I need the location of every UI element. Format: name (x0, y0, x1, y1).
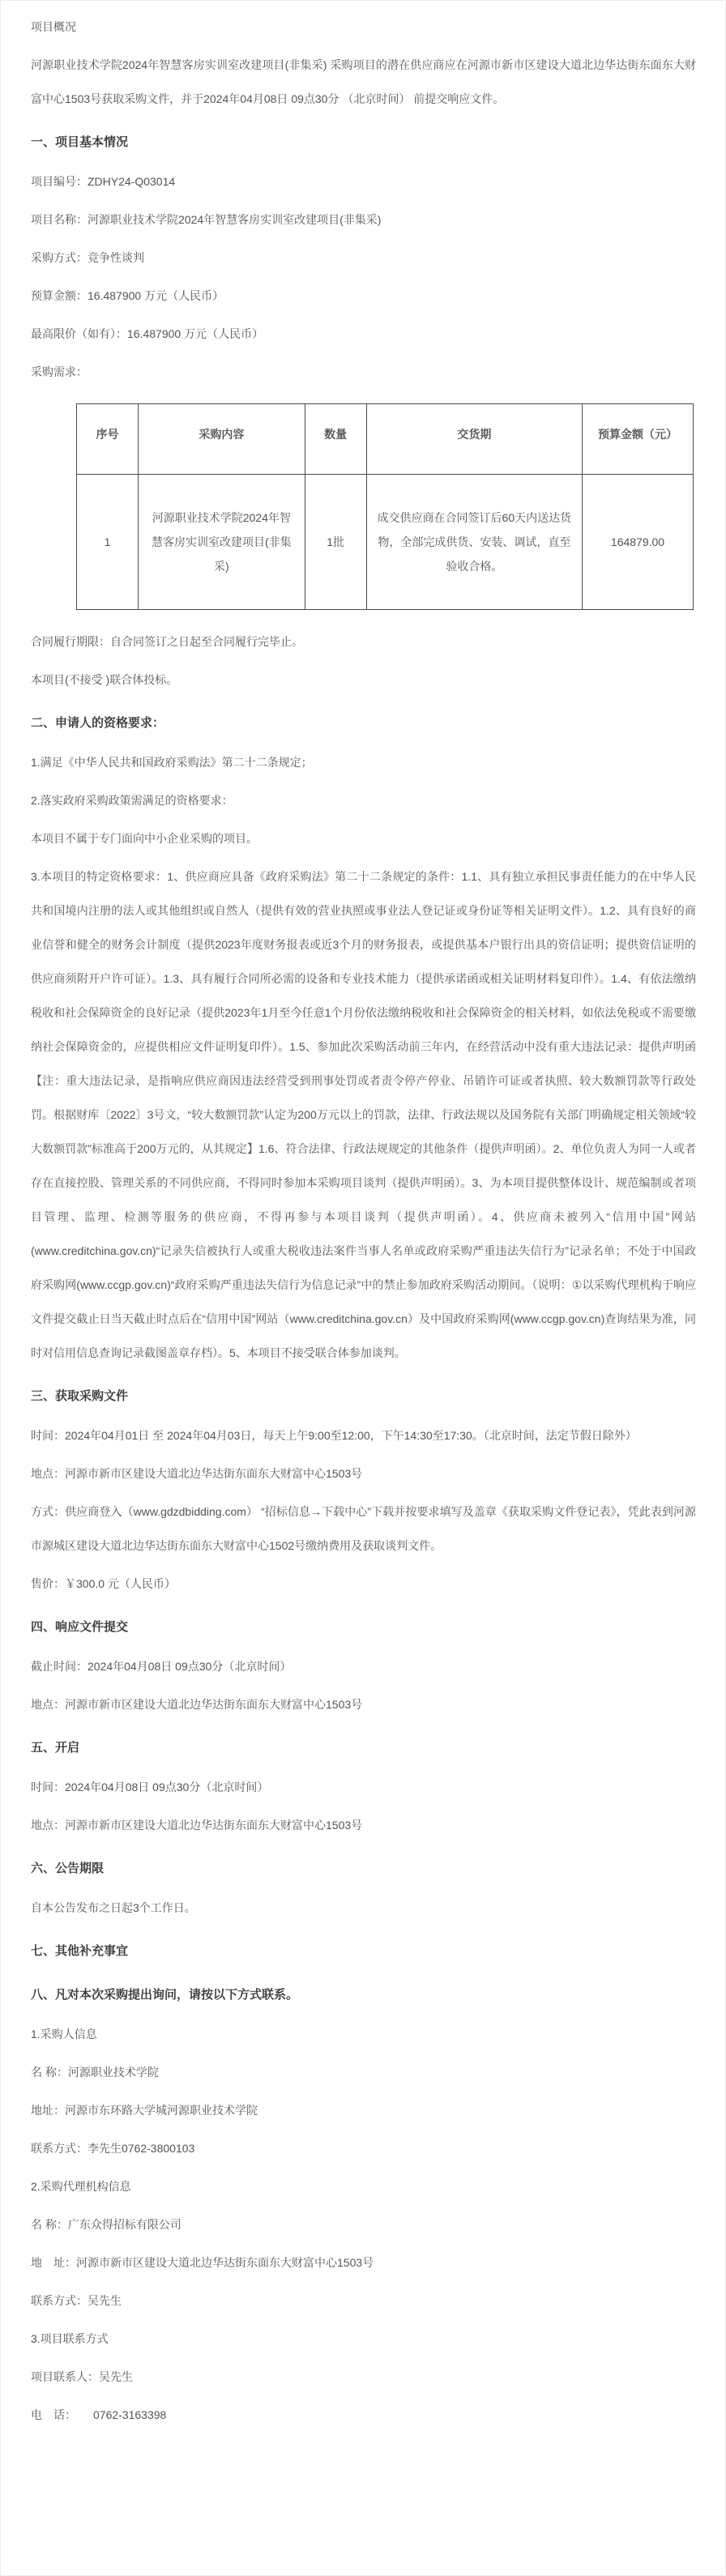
header-delivery: 交货期 (366, 404, 582, 475)
purchaser-name: 名 称：河源职业技术学院 (31, 2066, 159, 2079)
announce-period: 自本公告发布之日起3个工作日。 (31, 1901, 196, 1914)
max-price: 最高限价（如有）：16.487900 万元（人民币） (31, 327, 264, 340)
header-budget: 预算金额（元） (583, 404, 694, 475)
purchaser-info-label: 1.采购人信息 (31, 2028, 97, 2041)
overview-intro: 河源职业技术学院2024年智慧客房实训室改建项目(非集采) 采购项目的潜在供应商应在河源市新市区建设大道北边华达街东面东大财富中心1503号获取采购文件，并于2024年04月08日 09点30分 （北京时间） 前提交响应文件。 (31, 58, 696, 105)
obtain-price: 售价：￥300.0 元（人民币） (31, 1577, 176, 1590)
cell-seq: 1 (77, 475, 139, 610)
obtain-time: 时间：2024年04月01日 至 2024年04月03日，每天上午9:00至12:00，下午14:30至17:30。（北京时间，法定节假日除外） (31, 1429, 637, 1442)
demand-label: 采购需求： (31, 365, 88, 378)
section-open-heading: 五、开启 (31, 1741, 80, 1755)
section-basic-heading: 一、项目基本情况 (31, 135, 129, 149)
agency-info-label: 2.采购代理机构信息 (31, 2180, 131, 2193)
qualification-item-3: 3.本项目的特定资格要求：1、供应商应具备《政府采购法》第二十二条规定的条件：1.1、具有独立承担民事责任能力的在中华人民共和国境内注册的法人或其他组织或自然人（提供有效的营业执照或事业法人登记证或身份证等相关证明文件）。1.2、具有良好的商业信誉和健全的财务会计制度（提供2023年度财务报表或近3个月的财务报表，或提供基本户银行出具的资信证明；提供资信证明的供应商须附开户许可证）。1.3、具有履行合同所必需的设备和专业技术能力（提供承诺函或相关证明材料复印件）。1.4、有依法缴纳税收和社会保障资金的良好记录（提供2023年1月至今任意1个月份依法缴纳税收和社会保障资金的相关材料，如依法免税或不需要缴纳社会保障资金的，应提供相应文件证明复印件）。1.5、参加此次采购活动前三年内，在经营活动中没有重大违法记录：提供声明函【注：重大违法记录，是指响应供应商因违法经营受到刑事处罚或者责令停产停业、吊销许可证或者执照、较大数额罚款等行政处罚。根据财库〔2022〕3号文，“较大数额罚款”认定为200万元以上的罚款，法律、行政法规以及国务院有关部门明确规定相关领域“较大数额罚款”标准高于200万元的，从其规定】1.6、符合法律、行政法规规定的其他条件（提供声明函）。2、单位负责人为同一人或者存在直接控股、管理关系的不同供应商，不得同时参加本采购项目谈判（提供声明函）。3、为本项目提供整体设计、规范编制或者项目管理、监理、检测等服务的供应商，不得再参与本项目谈判（提供声明函）。4、供应商未被列入“信用中国”网站(www.creditchina.gov.cn)“记录失信被执行人或重大税收违法案件当事人名单或政府采购严重违法失信行为”记录名单；不处于中国政府采购网(www.ccgp.gov.cn)“政府采购严重违法失信行为信息记录”中的禁止参加政府采购活动期间。（说明：①以采购代理机构于响应文件提交截止日当天截止时点后在“信用中国”网站（www.creditchina.gov.cn）及中国政府采购网(www.ccgp.gov.cn)查询结果为准，同时对信用信息查询记录截图盖章存档）。5、本项目不接受联合体参加谈判。 (31, 870, 696, 1359)
submit-deadline: 截止时间：2024年04月08日 09点30分（北京时间） (31, 1660, 292, 1673)
project-number: 项目编号：ZDHY24-Q03014 (31, 175, 176, 188)
purchaser-contact: 联系方式：李先生0762-3800103 (31, 2142, 195, 2155)
project-name: 项目名称：河源职业技术学院2024年智慧客房实训室改建项目(非集采) (31, 213, 382, 226)
cell-content: 河源职业技术学院2024年智慧客房实训室改建项目(非集采) (139, 475, 305, 610)
budget-amount: 预算金额：16.487900 万元（人民币） (31, 289, 224, 302)
section-qualification-heading: 二、申请人的资格要求： (31, 716, 165, 730)
section-announce-heading: 六、公告期限 (31, 1862, 105, 1875)
open-time: 时间：2024年04月08日 09点30分（北京时间） (31, 1781, 269, 1793)
project-contact-label: 3.项目联系方式 (31, 2332, 109, 2345)
agency-contact: 联系方式：吴先生 (31, 2294, 122, 2307)
qualification-item-1: 1.满足《中华人民共和国政府采购法》第二十二条规定； (31, 756, 313, 769)
qualification-item-2: 2.落实政府采购政策需满足的资格要求： (31, 794, 233, 807)
joint-bid-note: 本项目(不接受 )联合体投标。 (31, 673, 178, 686)
submit-location: 地点：河源市新市区建设大道北边华达街东面东大财富中心1503号 (31, 1698, 363, 1711)
procurement-table (76, 403, 694, 610)
project-contact-phone: 电 话： 0762-3163398 (31, 2408, 167, 2421)
header-content: 采购内容 (139, 404, 305, 475)
table-header-row (77, 404, 694, 475)
obtain-method: 方式：供应商登入（www.gdzdbidding.com） “招标信息→下载中心”下载并按要求填写及盖章《获取采购文件登记表》，凭此表到河源市源城区建设大道北边华达街东面东大财富中心1502号缴纳费用及获取谈判文件。 (31, 1505, 696, 1552)
cell-delivery: 成交供应商在合同签订后60天内送达货物，全部完成供货、安装、调试，直至验收合格。 (366, 475, 582, 610)
section-other-heading: 七、其他补充事宜 (31, 1944, 129, 1958)
contract-period: 合同履行期限：自合同签订之日起至合同履行完毕止。 (31, 635, 303, 648)
header-seq: 序号 (77, 404, 139, 475)
obtain-location: 地点：河源市新市区建设大道北边华达街东面东大财富中心1503号 (31, 1467, 363, 1480)
table-row (77, 475, 694, 610)
purchaser-address: 地址：河源市东环路大学城河源职业技术学院 (31, 2104, 258, 2117)
open-location: 地点：河源市新市区建设大道北边华达街东面东大财富中心1503号 (31, 1819, 363, 1832)
agency-address: 地 址：河源市新市区建设大道北边华达街东面东大财富中心1503号 (31, 2256, 374, 2269)
cell-qty: 1批 (305, 475, 366, 610)
qualification-item-2-note: 本项目不属于专门面向中小企业采购的项目。 (31, 832, 258, 845)
header-qty: 数量 (305, 404, 366, 475)
section-obtain-heading: 三、获取采购文件 (31, 1389, 129, 1403)
section-contact-heading: 八、凡对本次采购提出询问，请按以下方式联系。 (31, 1988, 299, 2002)
procurement-method: 采购方式：竞争性谈判 (31, 251, 144, 264)
project-contact-person: 项目联系人：吴先生 (31, 2370, 133, 2383)
cell-budget: 164879.00 (583, 475, 694, 610)
overview-label: 项目概况 (31, 20, 76, 33)
section-submit-heading: 四、响应文件提交 (31, 1620, 129, 1634)
agency-name: 名 称：广东众得招标有限公司 (31, 2218, 182, 2231)
